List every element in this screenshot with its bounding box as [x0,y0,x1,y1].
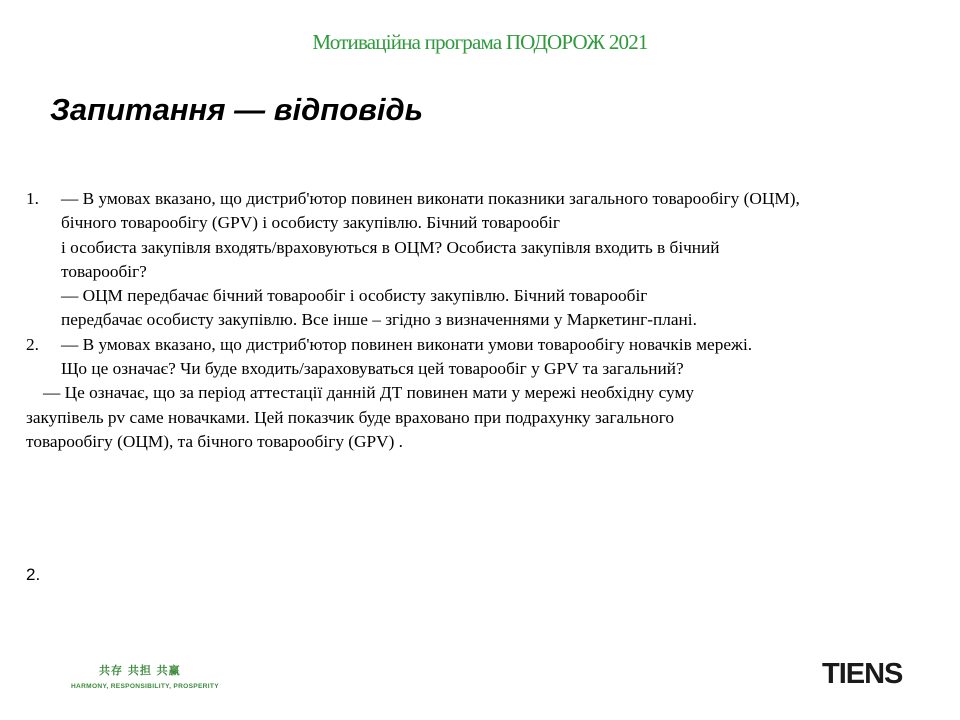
qa-line: — Це означає, що за період аттестації данній ДТ повинен мати у мережі необхідну суму [43,383,695,403]
qa-item-1 [26,187,918,333]
qa-content [26,187,918,454]
qa-line: — ОЦМ передбачає бічний товарообіг і особисту закупівлю. Бічний товарообіг [61,286,648,306]
slogan-english: HARMONY, RESPONSIBILITY, PROSPERITY [71,683,219,690]
tiens-logo: TIENS [822,658,903,690]
qa-line: передбачає особисту закупівлю. Все інше – згідно з визначеннями у Маркетинг-плані. [61,310,697,330]
qa-line: — В умовах вказано, що дистриб'ютор повинен виконати умови товарообігу новачків мережі. [61,334,753,354]
qa-line: Що це означає? Чи буде входить/зараховуваться цей товарообіг у GPV та загальний? [61,359,684,379]
qa-line: — В умовах вказано, що дистриб'ютор повинен виконати показники загального товарообігу (ОЦМ), [61,189,800,208]
qa-item-2 [26,333,918,454]
qa-line: товарообіг? [61,261,147,281]
qa-line: товарообігу (ОЦМ), та бічного товарообігу (GPV) . [26,431,404,451]
qa-line: і особиста закупівля входять/враховуються в ОЦМ? Особиста закупівля входить в бічний [61,237,720,257]
qa-item-number: 2. [26,334,39,354]
bottom-number: 2. [26,565,41,584]
program-title: Мотиваційна програма ПОДОРОЖ 2021 [312,30,648,54]
slide-title: Запитання — відповідь [50,92,424,127]
qa-line: бічного товарообігу (GPV) і особисту закупівлю. Бічний товарообіг [61,213,560,233]
slogan-chinese: 共存 共担 共赢 [99,664,181,677]
qa-item-number: 1. [26,189,39,208]
footer-slogan [71,662,231,690]
qa-line: закупівель pv саме новачками. Цей показчик буде враховано при подрахунку загального [26,407,675,427]
